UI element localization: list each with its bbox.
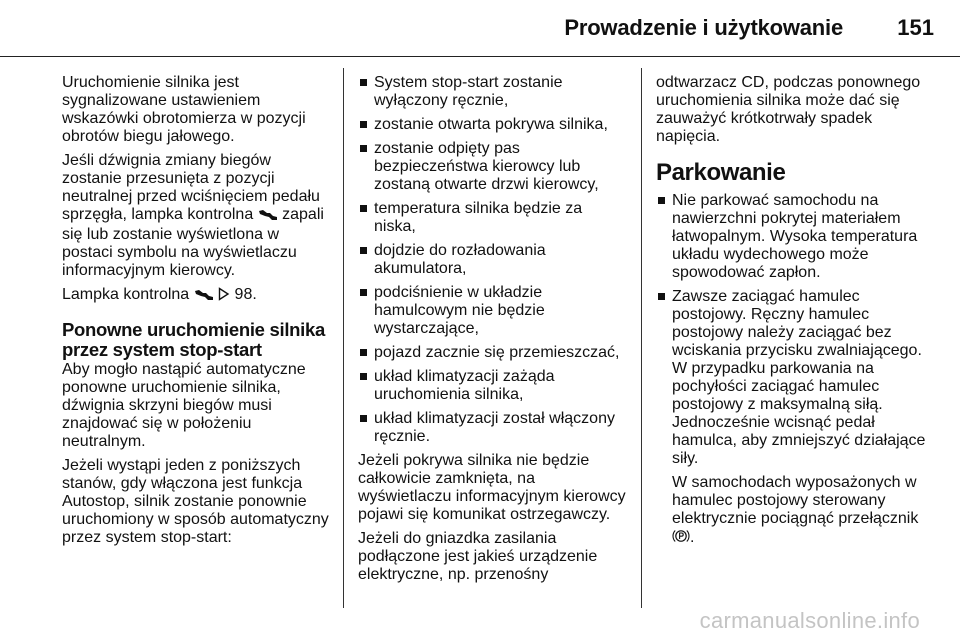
paragraph: W samochodach wyposażonych w hamulec postojowy sterowany elektrycznie pociągnąć przełącznik . [672, 474, 931, 549]
page-header [0, 0, 960, 56]
list-item: System stop-start zostanie wyłączony ręcznie, [358, 74, 628, 110]
section-heading: Parkowanie [656, 159, 786, 186]
paragraph: Jeśli dźwignia zmiany biegów zostanie przesunięta z pozycji neutralnej przed wciśnięciem pedału sprzęgła, lampka kontrolna zapali się lub zostanie wyświetlona w postaci symbolu na wyświetlaczu informacyjnym kierowcy. [62, 152, 324, 279]
page-reference-arrow-icon [218, 287, 230, 306]
list-item: zostanie otwarta pokrywa silnika, [358, 116, 628, 134]
engine-start-warning-icon [258, 208, 278, 226]
engine-start-warning-icon [194, 288, 214, 306]
list-item: temperatura silnika będzie za niska, [358, 200, 628, 236]
condition-list [358, 74, 628, 446]
column-middle [358, 74, 628, 590]
column-left [62, 74, 330, 553]
list-item: Zawsze zaciągać hamulec postojowy. Ręczny hamulec postojowy należy zaciągać bez wciskania przycisku zwalniającego. W przypadku parkowania na pochyłości zaciągać hamulec postojowy z maksymalną siłą. Jednocześnie wcisnąć pedał hamulca, aby zmniejszyć działające siły. W samochodach wyposażonych w hamulec postojowy sterowany elektrycznie pociągnąć przełącznik . [656, 288, 931, 549]
paragraph: Jeżeli pokrywa silnika nie będzie całkowicie zamknięta, na wyświetlaczu informacyjnym kierowcy pojawi się komunikat ostrzegawczy. [358, 452, 626, 523]
watermark: carmanualsonline.info [699, 608, 920, 633]
list-item: układ klimatyzacji zażąda uruchomienia silnika, [358, 368, 628, 404]
paragraph: Jeżeli wystąpi jeden z poniższych stanów, gdy włączona jest funkcja Autostop, silnik zostanie ponownie uruchomiony w sposób automatyczny przez system stop-start: [62, 457, 329, 546]
paragraph: Uruchomienie silnika jest sygnalizowane ustawieniem wskazówki obrotomierza w pozycji obrotów biegu jałowego. [62, 74, 306, 145]
paragraph: Aby mogło nastąpić automatyczne ponowne uruchomienie silnika, dźwignia skrzyni biegów musi znajdować się w położeniu neutralnym. [62, 361, 306, 450]
list-item: dojdzie do rozładowania akumulatora, [358, 242, 628, 278]
list-item: podciśnienie w układzie hamulcowym nie będzie wystarczające, [358, 284, 628, 338]
list-item: pojazd zacznie się przemieszczać, [358, 344, 628, 362]
list-item: Nie parkować samochodu na nawierzchni pokrytej materiałem łatwopalnym. Wysoka temperatura układu wydechowego może spowodować zapłon. [656, 192, 931, 282]
header-rule [0, 56, 960, 57]
list-item: zostanie odpięty pas bezpieczeństwa kierowcy lub zostaną otwarte drzwi kierowcy, [358, 140, 628, 194]
paragraph: Jeżeli do gniazdka zasilania podłączone jest jakieś urządzenie elektryczne, np. przenośny [358, 530, 598, 583]
column-divider [343, 68, 344, 608]
column-divider [641, 68, 642, 608]
page-title: Prowadzenie i użytkowanie [564, 15, 843, 40]
parking-brake-icon [672, 528, 690, 549]
page-number: 151 [897, 15, 934, 40]
column-right [656, 74, 931, 555]
paragraph: Lampka kontrolna 98. [62, 286, 330, 306]
section-heading: Ponowne uruchomienie silnika przez system stop-start [62, 319, 325, 360]
parking-list [656, 192, 931, 549]
list-item: układ klimatyzacji został włączony ręcznie. [358, 410, 628, 446]
paragraph: odtwarzacz CD, podczas ponownego uruchomienia silnika może dać się zauważyć krótkotrwały spadek napięcia. [656, 74, 921, 145]
